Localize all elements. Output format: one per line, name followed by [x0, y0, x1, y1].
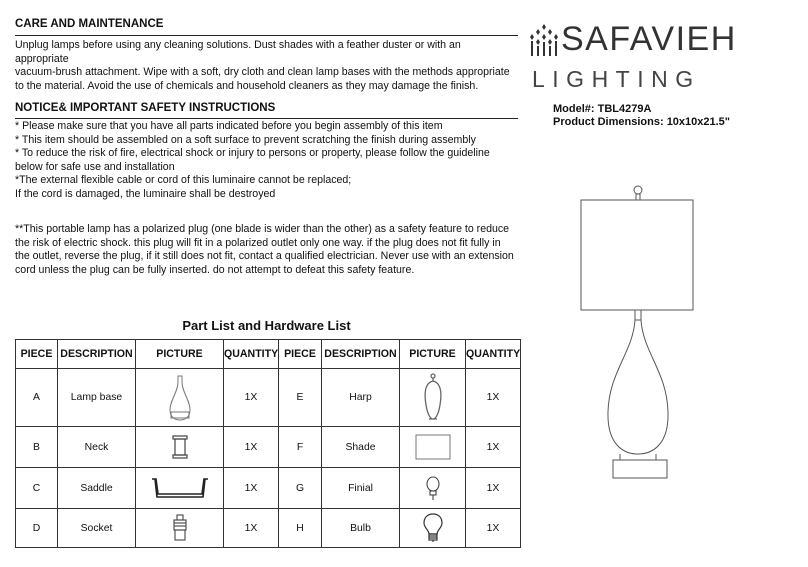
- quantity-cell: 1X: [224, 468, 279, 509]
- dimensions-line: [553, 116, 730, 128]
- piece-cell: G: [279, 468, 322, 509]
- plug-line: cord unless the plug can be fully inserted. do not attempt to defeat this safety feature.: [15, 263, 415, 276]
- notice-line: *The external flexible cable or cord of this luminaire cannot be replaced;: [15, 174, 352, 187]
- plug-line: the outlet, reverse the plug, if it still does not fit, contact a qualified electrician. Never use with an extension: [15, 250, 514, 263]
- care-line: vacuum-brush attachment. Wipe with a soft, dry cloth and clean lamp bases with the methods appropriate: [15, 66, 510, 79]
- plug-line: the risk of electric shock. this plug will fit in a polarized outlet only one way. if the plug does not fit fully in: [15, 236, 501, 249]
- picture-cell: [136, 369, 224, 427]
- care-line: appropriate: [15, 52, 69, 65]
- quantity-cell: 1X: [224, 509, 279, 548]
- description-cell: Socket: [58, 509, 136, 548]
- socket-icon: [172, 514, 188, 542]
- picture-cell: [136, 509, 224, 548]
- col-header: PIECE: [279, 340, 322, 369]
- quantity-cell: 1X: [466, 427, 521, 468]
- description-cell: Neck: [58, 427, 136, 468]
- col-header: QUANTITY: [466, 340, 521, 369]
- quantity-cell: 1X: [466, 369, 521, 427]
- parts-table-title: Part List and Hardware List: [182, 318, 351, 333]
- care-title: CARE AND MAINTENANCE: [15, 18, 164, 30]
- lamp-base-icon: [167, 374, 193, 422]
- description-cell: Lamp base: [58, 369, 136, 427]
- lamp-illustration-icon: [575, 182, 695, 482]
- care-line: to the material. Avoid the use of chemicals and household cleaners as they may damage the finish.: [15, 79, 479, 92]
- description-cell: Saddle: [58, 468, 136, 509]
- parts-table: [15, 339, 521, 548]
- model-label: Model#:: [553, 103, 595, 115]
- model-line: [553, 103, 651, 115]
- table-row: [16, 427, 521, 468]
- notice-line: If the cord is damaged, the luminaire shall be destroyed: [15, 187, 276, 200]
- quantity-cell: 1X: [224, 427, 279, 468]
- shade-icon: [415, 434, 451, 460]
- brand-name: SAFAVIEH: [561, 20, 737, 58]
- notice-line: * This item should be assembled on a soft surface to prevent scratching the finish during assembly: [15, 133, 476, 146]
- table-row: [16, 509, 521, 548]
- model-number: TBL4279A: [597, 103, 652, 115]
- col-header: PICTURE: [136, 340, 224, 369]
- brand-subtitle: LIGHTING: [532, 66, 701, 92]
- notice-line: * To reduce the risk of fire, electrical shock or injury to persons or property, please follow the guideline: [15, 147, 490, 160]
- col-header: PIECE: [16, 340, 58, 369]
- saddle-icon: [149, 476, 211, 500]
- description-cell: Finial: [322, 468, 400, 509]
- piece-cell: F: [279, 427, 322, 468]
- piece-cell: A: [16, 369, 58, 427]
- description-cell: Harp: [322, 369, 400, 427]
- notice-line: * Please make sure that you have all parts indicated before you begin assembly of this item: [15, 120, 443, 132]
- description-cell: Shade: [322, 427, 400, 468]
- piece-cell: D: [16, 509, 58, 548]
- piece-cell: B: [16, 427, 58, 468]
- col-header: PICTURE: [400, 340, 466, 369]
- piece-cell: H: [279, 509, 322, 548]
- picture-cell: [400, 509, 466, 548]
- col-header: DESCRIPTION: [322, 340, 400, 369]
- notice-divider: [15, 118, 518, 119]
- dimensions-label: Product Dimensions:: [553, 116, 664, 128]
- table-row: [16, 369, 521, 427]
- table-row: [16, 468, 521, 509]
- plug-text: [15, 223, 514, 277]
- table-header-row: [16, 340, 521, 369]
- finial-icon: [425, 475, 441, 501]
- piece-cell: E: [279, 369, 322, 427]
- neck-icon: [172, 435, 188, 459]
- quantity-cell: 1X: [466, 509, 521, 548]
- picture-cell: [400, 468, 466, 509]
- quantity-cell: 1X: [466, 468, 521, 509]
- piece-cell: C: [16, 468, 58, 509]
- harp-icon: [420, 373, 446, 423]
- care-text: [15, 39, 510, 93]
- plug-line: **This portable lamp has a polarized plug (one blade is wider than the other) as a safety feature to reduce: [15, 223, 510, 235]
- col-header: QUANTITY: [224, 340, 279, 369]
- picture-cell: [400, 369, 466, 427]
- description-cell: Bulb: [322, 509, 400, 548]
- quantity-cell: 1X: [224, 369, 279, 427]
- chandelier-logo-icon: [528, 24, 560, 58]
- notice-line: below for safe use and installation: [15, 160, 175, 173]
- col-header: DESCRIPTION: [58, 340, 136, 369]
- picture-cell: [400, 427, 466, 468]
- bulb-icon: [423, 513, 443, 543]
- notice-text: [15, 120, 490, 202]
- care-divider: [15, 35, 518, 36]
- picture-cell: [136, 468, 224, 509]
- picture-cell: [136, 427, 224, 468]
- notice-title: NOTICE& IMPORTANT SAFETY INSTRUCTIONS: [15, 102, 276, 114]
- dimensions-value: 10x10x21.5": [666, 116, 731, 128]
- care-line: Unplug lamps before using any cleaning solutions. Dust shades with a feather duster or with an: [15, 39, 461, 51]
